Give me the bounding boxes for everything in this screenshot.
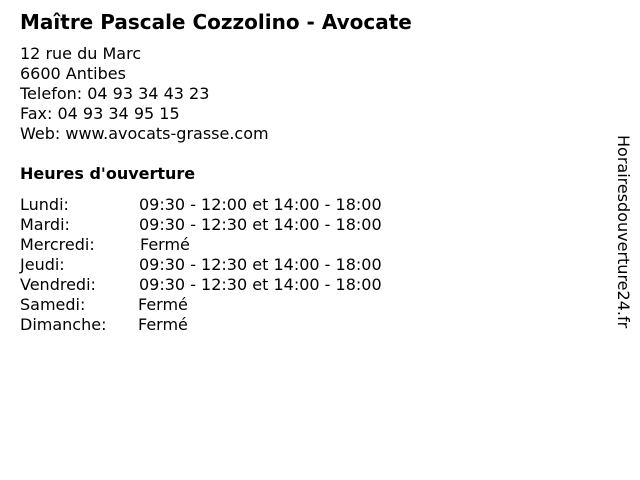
day-label: Samedi:	[20, 295, 86, 314]
hours-row-mercredi	[20, 235, 440, 255]
opening-hours-heading: Heures d'ouverture	[20, 164, 196, 183]
fax-number: Fax: 04 93 34 95 15	[20, 104, 180, 123]
address-city: 6600 Antibes	[20, 64, 126, 83]
website-link[interactable]: Web: www.avocats-grasse.com	[20, 124, 269, 143]
day-label: Mardi:	[20, 215, 70, 234]
opening-hours-table	[20, 195, 440, 335]
day-hours: Fermé	[140, 235, 190, 254]
hours-row-lundi	[20, 195, 440, 215]
hours-row-samedi	[20, 295, 440, 315]
hours-row-jeudi	[20, 255, 440, 275]
phone-number: Telefon: 04 93 34 43 23	[20, 84, 210, 103]
site-watermark: Horairesdouverture24.fr	[614, 135, 633, 329]
day-label: Lundi:	[20, 195, 69, 214]
hours-row-dimanche	[20, 315, 440, 335]
day-label: Dimanche:	[20, 315, 107, 334]
contact-block	[20, 44, 269, 144]
day-label: Vendredi:	[20, 275, 96, 294]
day-hours: Fermé	[138, 295, 188, 314]
day-hours: 09:30 - 12:30 et 14:00 - 18:00	[139, 215, 382, 234]
address-street: 12 rue du Marc	[20, 44, 142, 63]
business-name: Maître Pascale Cozzolino - Avocate	[20, 10, 412, 34]
day-hours: Fermé	[138, 315, 188, 334]
hours-row-vendredi	[20, 275, 440, 295]
day-label: Mercredi:	[20, 235, 95, 254]
hours-row-mardi	[20, 215, 440, 235]
day-label: Jeudi:	[20, 255, 65, 274]
day-hours: 09:30 - 12:30 et 14:00 - 18:00	[139, 275, 382, 294]
day-hours: 09:30 - 12:00 et 14:00 - 18:00	[139, 195, 382, 214]
day-hours: 09:30 - 12:30 et 14:00 - 18:00	[139, 255, 382, 274]
